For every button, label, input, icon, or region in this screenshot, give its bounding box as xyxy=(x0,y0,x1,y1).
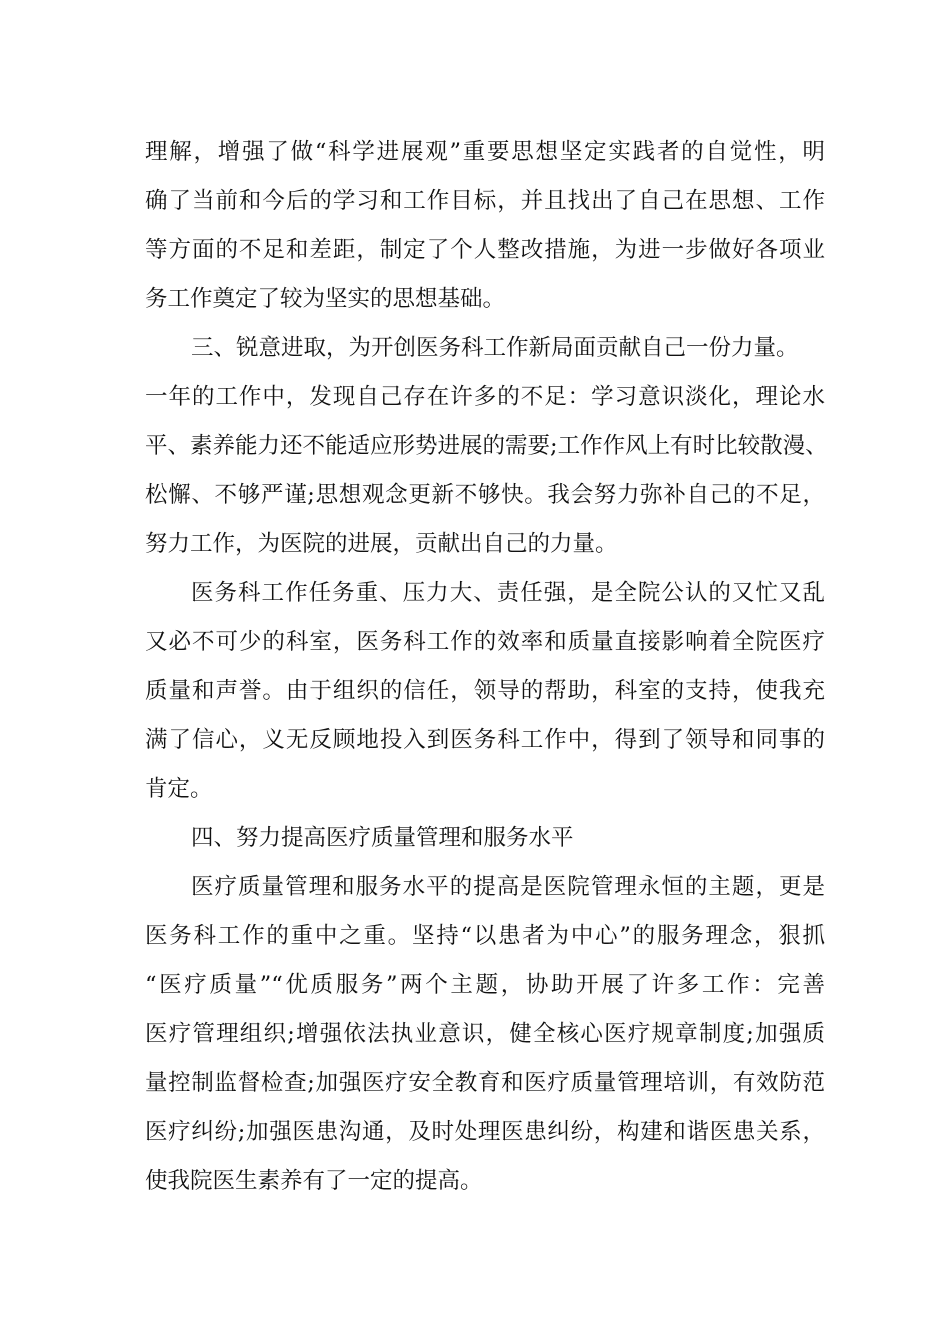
text-line: 努力工作，为医院的进展，贡献出自己的力量。 xyxy=(145,531,618,557)
text-line: 医务科工作的重中之重。坚持“以患者为中心”的服务理念，狠抓 xyxy=(145,923,825,949)
text-line: 平、素养能力还不能适应形势进展的需要;工作作风上有时比较散漫、 xyxy=(145,433,828,459)
text-line: 医务科工作任务重、压力大、责任强，是全院公认的又忙又乱 xyxy=(191,580,825,606)
text-line: 一年的工作中，发现自己存在许多的不足：学习意识淡化，理论水 xyxy=(145,384,825,410)
text-line: 等方面的不足和差距，制定了个人整改措施，为进一步做好各项业 xyxy=(145,237,825,263)
text-line: 理解，增强了做“科学进展观”重要思想坚定实践者的自觉性，明 xyxy=(145,139,825,165)
section-heading: 三、锐意进取，为开创医务科工作新局面贡献自己一份力量。 xyxy=(191,335,799,361)
text-line: 医疗质量管理和服务水平的提高是医院管理永恒的主题，更是 xyxy=(191,874,825,900)
text-line: 医疗管理组织;增强依法执业意识，健全核心医疗规章制度;加强质 xyxy=(145,1021,825,1047)
section-heading: 四、努力提高医疗质量管理和服务水平 xyxy=(191,825,574,851)
text-line: “医疗质量”“优质服务”两个主题，协助开展了许多工作：完善 xyxy=(145,972,825,998)
text-line: 肯定。 xyxy=(145,776,213,802)
text-line: 又必不可少的科室，医务科工作的效率和质量直接影响着全院医疗 xyxy=(145,629,825,655)
text-line: 量控制监督检查;加强医疗安全教育和医疗质量管理培训，有效防范 xyxy=(145,1070,825,1096)
text-line: 质量和声誉。由于组织的信任，领导的帮助，科室的支持，使我充 xyxy=(145,678,825,704)
text-line: 松懈、不够严谨;思想观念更新不够快。我会努力弥补自己的不足， xyxy=(145,482,825,508)
text-line: 医疗纠纷;加强医患沟通，及时处理医患纠纷，构建和谐医患关系， xyxy=(145,1119,825,1145)
text-line: 满了信心，义无反顾地投入到医务科工作中，得到了领导和同事的 xyxy=(145,727,825,753)
text-line: 务工作奠定了较为坚实的思想基础。 xyxy=(145,286,506,312)
text-line: 确了当前和今后的学习和工作目标，并且找出了自己在思想、工作 xyxy=(145,188,825,214)
text-line: 使我院医生素养有了一定的提高。 xyxy=(145,1168,483,1194)
